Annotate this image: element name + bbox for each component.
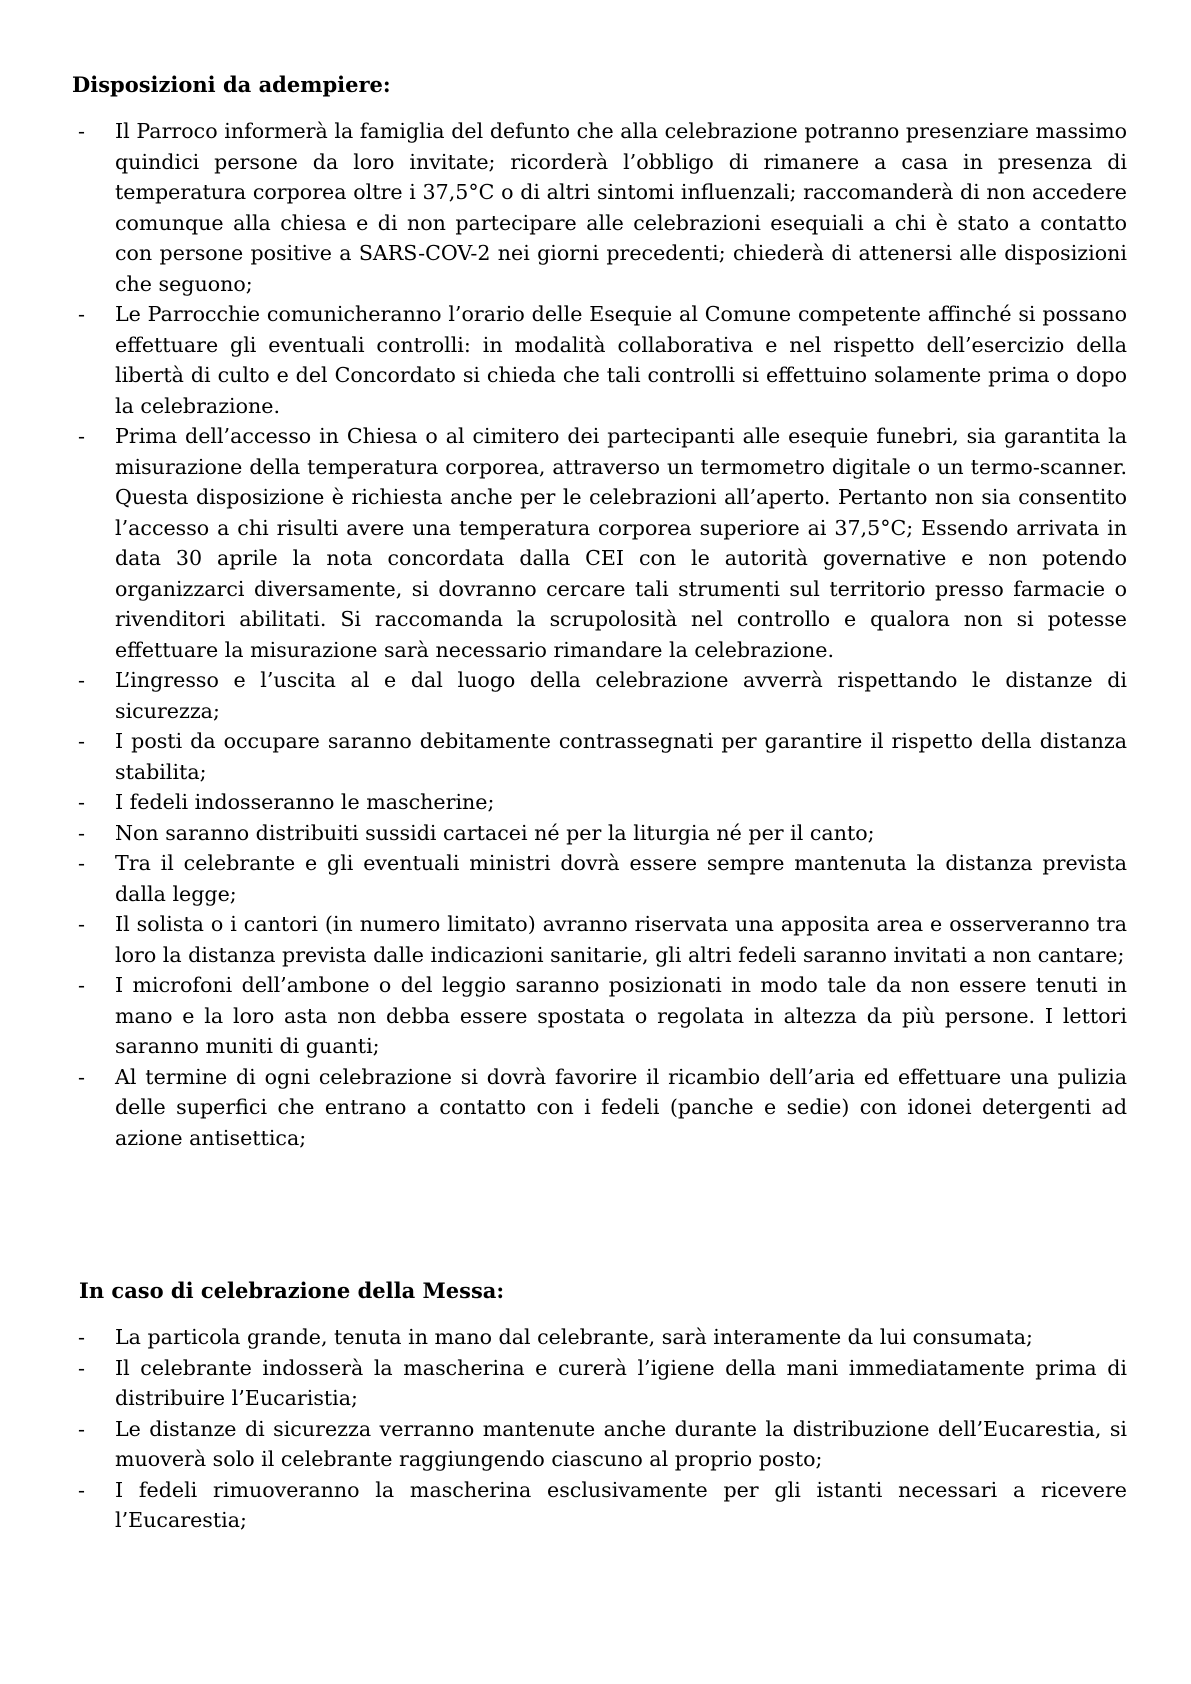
list-item-text: I fedeli rimuoveranno la mascherina esclusivamente per gli istanti necessari a ricevere l’Eucarestia; [115,1477,1127,1532]
bullet-dash: - [78,1416,85,1441]
section-messa [72,1276,1127,1536]
list-item [72,1414,1127,1475]
bullet-list [72,116,1127,1153]
bullet-dash: - [78,820,85,845]
list-item-text: L’ingresso e l’uscita al e dal luogo della celebrazione avverrà rispettando le distanze di sicurezza; [115,668,1127,723]
list-item [72,299,1127,421]
section-heading: Disposizioni da adempiere: [72,72,391,97]
list-item [72,1062,1127,1154]
list-item [72,1353,1127,1414]
list-item-text: Non saranno distribuiti sussidi cartacei né per la liturgia né per il canto; [115,820,875,845]
list-item-text: I microfoni dell’ambone o del leggio saranno posizionati in modo tale da non essere tenuti in mano e la loro asta non debba essere spostata o regolata in altezza da più persone. I lettori saranno muniti di guanti; [115,973,1127,1058]
list-item [72,848,1127,909]
list-item [72,726,1127,787]
bullet-dash: - [78,729,85,753]
list-item-text: Il solista o i cantori (in numero limitato) avranno riservata una apposita area e osserveranno tra loro la distanza prevista dalle indicazioni sanitarie, gli altri fedeli saranno invitati a non cantare; [115,912,1127,967]
list-item [72,421,1127,665]
bullet-dash: - [78,851,85,875]
bullet-dash: - [78,1477,85,1502]
section-disposizioni [72,70,1127,1153]
bullet-dash: - [78,973,85,997]
bullet-dash: - [78,424,85,448]
list-item-text: I fedeli indosseranno le mascherine; [115,790,495,814]
list-item [72,970,1127,1062]
list-item [72,909,1127,970]
bullet-dash: - [78,790,85,814]
list-item-text: Al termine di ogni celebrazione si dovrà favorire il ricambio dell’aria ed effettuare una pulizia delle superfici che entrano a contatto con i fedeli (panche e sedie) con idonei detergenti ad azione antisettica; [115,1064,1127,1150]
bullet-dash: - [78,1355,85,1380]
bullet-dash: - [78,668,85,692]
list-item-text: Il celebrante indosserà la mascherina e curerà l’igiene della mani immediatamente prima di distribuire l’Eucaristia; [115,1355,1127,1410]
list-item [72,787,1127,818]
bullet-list [72,1322,1127,1536]
section-heading: In caso di celebrazione della Messa: [79,1278,505,1303]
bullet-dash: - [78,912,85,936]
list-item-text: Tra il celebrante e gli eventuali ministri dovrà essere sempre mantenuta la distanza prevista dalla legge; [115,851,1127,906]
list-item-text: Le distanze di sicurezza verranno mantenute anche durante la distribuzione dell’Eucarestia, si muoverà solo il celebrante raggiungendo ciascuno al proprio posto; [115,1416,1127,1471]
list-item-text: La particola grande, tenuta in mano dal celebrante, sarà interamente da lui consumata; [115,1325,1034,1349]
list-item [72,1475,1127,1536]
bullet-dash: - [78,1064,85,1089]
list-item-text: Prima dell’accesso in Chiesa o al cimitero dei partecipanti alle esequie funebri, sia garantita la misurazione della temperatura corporea, attraverso un termometro digitale o un termo-scanner. Questa disposizione è richiesta anche per le celebrazioni all’aperto. Pertanto non sia consentito l’accesso a chi risulti avere una temperatura corporea superiore ai 37,5°C; Essendo arrivata in data 30 aprile la nota concordata dalla CEI con le autorità governative e non potendo organizzarci diversamente, si dovranno cercare tali strumenti sul territorio presso farmacie o rivenditori abilitati. Si raccomanda la scrupolosità nel controllo e qualora non si potesse effettuare la misurazione sarà necessario rimandare la celebrazione. [115,424,1127,662]
list-item-text: Il Parroco informerà la famiglia del defunto che alla celebrazione potranno presenziare massimo quindici persone da loro invitate; ricorderà l’obbligo di rimanere a casa in presenza di temperatura corporea oltre i 37,5°C o di altri sintomi influenzali; raccomanderà di non accedere comunque alla chiesa e di non partecipare alle celebrazioni esequiali a chi è stato a contatto con persone positive a SARS-COV-2 nei giorni precedenti; chiederà di attenersi alle disposizioni che seguono; [115,119,1127,296]
list-item-text: Le Parrocchie comunicheranno l’orario delle Esequie al Comune competente affinché si possano effettuare gli eventuali controlli: in modalità collaborativa e nel rispetto dell’esercizio della libertà di culto e del Concordato si chieda che tali controlli si effettuino solamente prima o dopo la celebrazione. [115,302,1127,418]
bullet-dash: - [78,302,85,326]
list-item [72,116,1127,299]
list-item-text: I posti da occupare saranno debitamente contrassegnati per garantire il rispetto della distanza stabilita; [115,729,1127,784]
bullet-dash: - [78,1325,85,1349]
list-item [72,1322,1127,1353]
list-item [72,818,1127,849]
bullet-dash: - [78,119,85,143]
list-item [72,665,1127,726]
